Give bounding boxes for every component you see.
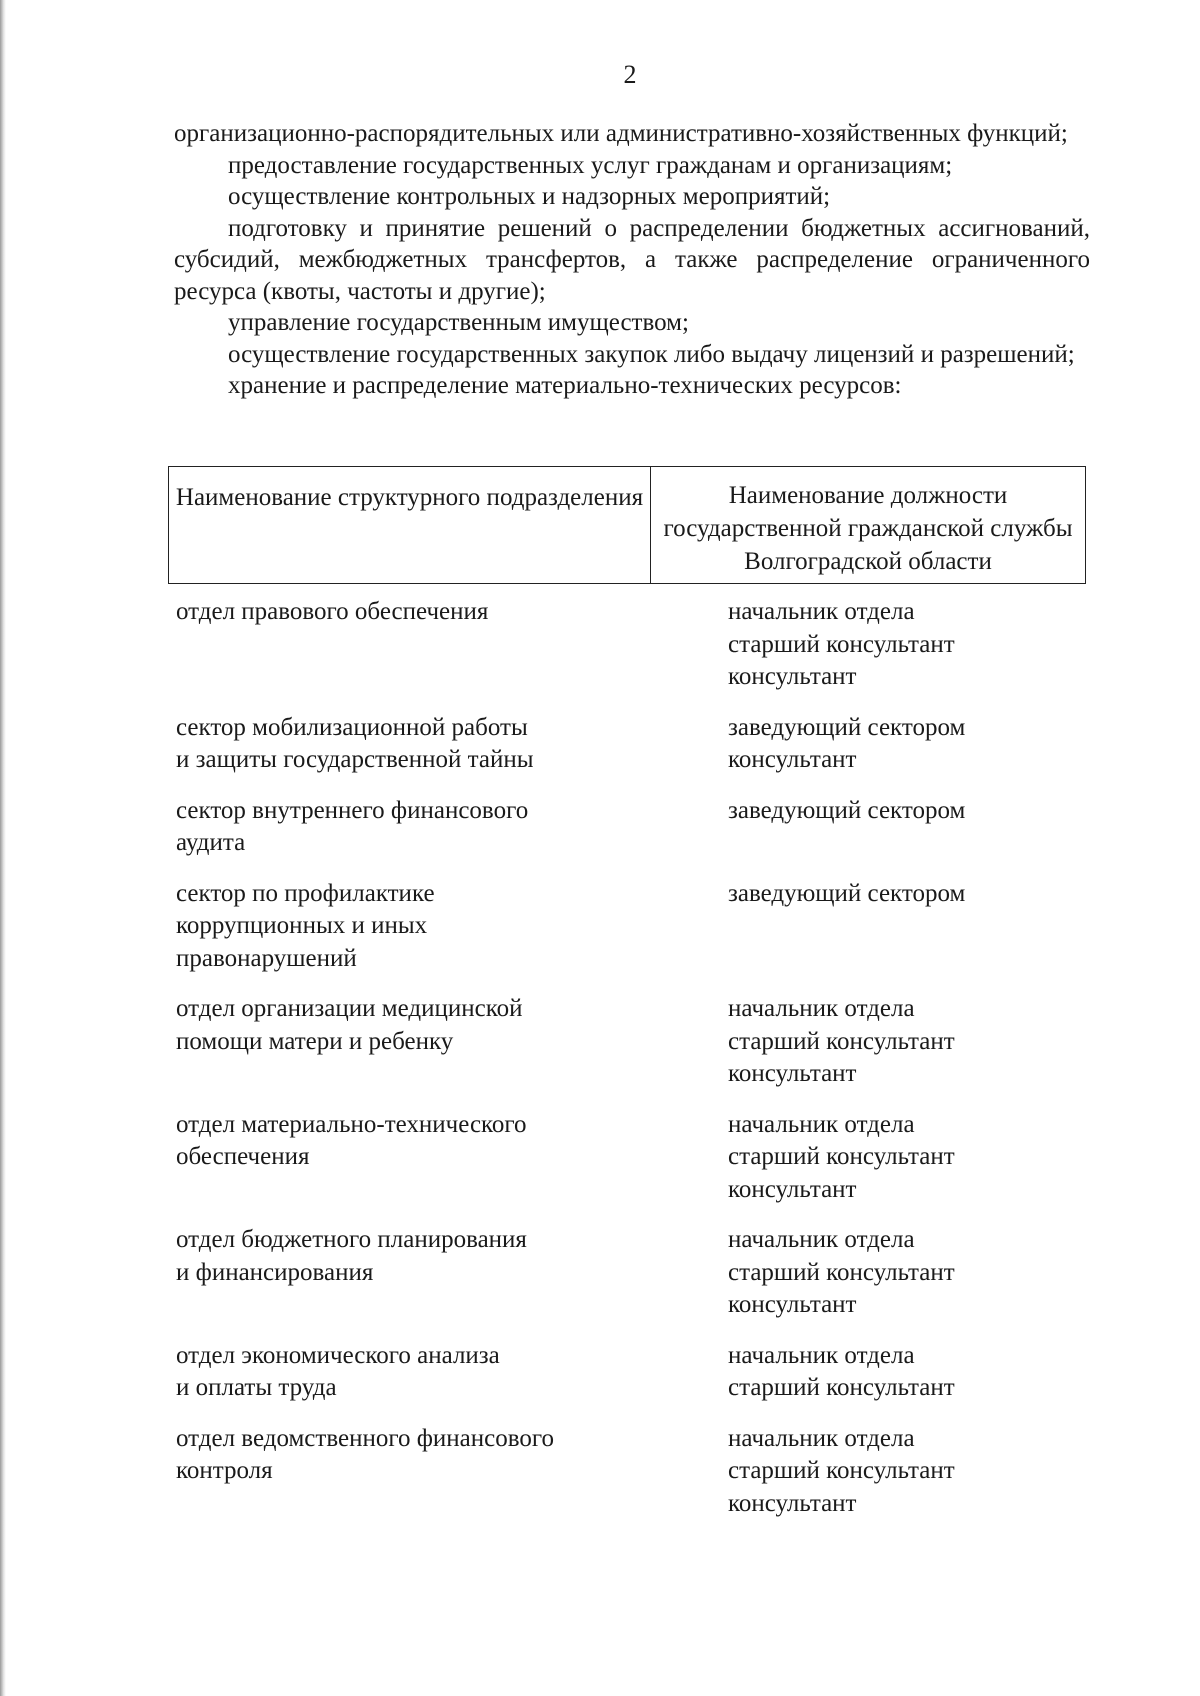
position-title: консультант [728, 1175, 857, 1203]
position-title: начальник отдела [728, 995, 915, 1022]
unit-name: отдел ведомственного финансового контроля [176, 1424, 555, 1484]
position-title: начальник отдела [728, 1341, 915, 1369]
position-title: старший консультант [728, 1258, 955, 1286]
unit-name: отдел материально-технического обеспечения [176, 1110, 527, 1170]
position-list [728, 795, 1088, 860]
intro-item: управление государственным имуществом; [228, 309, 689, 336]
position-title: начальник отдела [728, 598, 915, 625]
table-row [176, 878, 1088, 976]
table-row [176, 1423, 1088, 1521]
page-number: 2 [623, 60, 637, 89]
position-title: старший консультант [728, 630, 955, 658]
position-list [728, 993, 1088, 1091]
position-title: консультант [728, 1489, 857, 1517]
unit-name: сектор по профилактике коррупционных и иных правонарушений [176, 879, 435, 972]
position-title: начальник отдела [728, 1424, 915, 1452]
position-list [728, 878, 1088, 976]
intro-first-line: организационно-распорядительных или административно-хозяйственных функций; [174, 120, 1068, 147]
intro-item: подготовку и принятие решений о распределении бюджетных ассигнований, субсидий, межбюджетных трансфертов, а также распределение ограниченного ресурса (квоты, частоты и другие); [174, 214, 1090, 305]
intro-item: хранение и распределение материально-технических ресурсов: [228, 372, 902, 399]
header-unit-name: Наименование структурного подразделения [169, 467, 651, 583]
position-title: заведующий сектором [728, 879, 966, 907]
position-list [728, 712, 1088, 777]
position-list [728, 596, 1088, 694]
unit-name: сектор мобилизационной работы и защиты государственной тайны [176, 713, 534, 773]
table-row [176, 993, 1088, 1091]
unit-name: отдел бюджетного планирования и финансирования [176, 1226, 527, 1286]
header-position-name: Наименование должности государственной гражданской службы Волгоградской области [663, 482, 1073, 575]
position-title: консультант [728, 663, 857, 690]
position-title: консультант [728, 1291, 857, 1318]
position-title: старший консультант [728, 1143, 955, 1170]
unit-name: отдел организации медицинской помощи матери и ребенку [176, 995, 523, 1055]
position-title: начальник отдела [728, 1226, 915, 1253]
position-list [728, 1109, 1088, 1207]
unit-name: сектор внутреннего финансового аудита [176, 796, 529, 856]
position-title: консультант [728, 1060, 857, 1087]
position-title: старший консультант [728, 1374, 955, 1401]
position-list [728, 1340, 1088, 1405]
unit-name: отдел экономического анализа и оплаты труда [176, 1341, 500, 1401]
table-row [176, 1224, 1088, 1322]
position-list [728, 1224, 1088, 1322]
position-title: старший консультант [728, 1457, 955, 1484]
table-header [168, 466, 1086, 584]
intro-item: предоставление государственных услуг гражданам и организациям; [228, 151, 953, 179]
unit-name: отдел правового обеспечения [176, 598, 489, 625]
position-title: консультант [728, 746, 857, 773]
position-title: старший консультант [728, 1027, 955, 1055]
intro-text [174, 118, 1090, 402]
table-row [176, 1109, 1088, 1207]
table-row [176, 712, 1088, 777]
intro-item: осуществление государственных закупок либо выдачу лицензий и разрешений; [228, 340, 1075, 368]
scan-edge [0, 0, 6, 1696]
table-row [176, 596, 1088, 694]
table-row [176, 795, 1088, 860]
table-row [176, 1340, 1088, 1405]
intro-item: осуществление контрольных и надзорных мероприятий; [228, 183, 831, 210]
position-title: начальник отдела [728, 1110, 915, 1138]
table-body [176, 596, 1088, 1538]
position-title: заведующий сектором [728, 713, 966, 741]
position-list [728, 1423, 1088, 1521]
position-title: заведующий сектором [728, 796, 966, 824]
